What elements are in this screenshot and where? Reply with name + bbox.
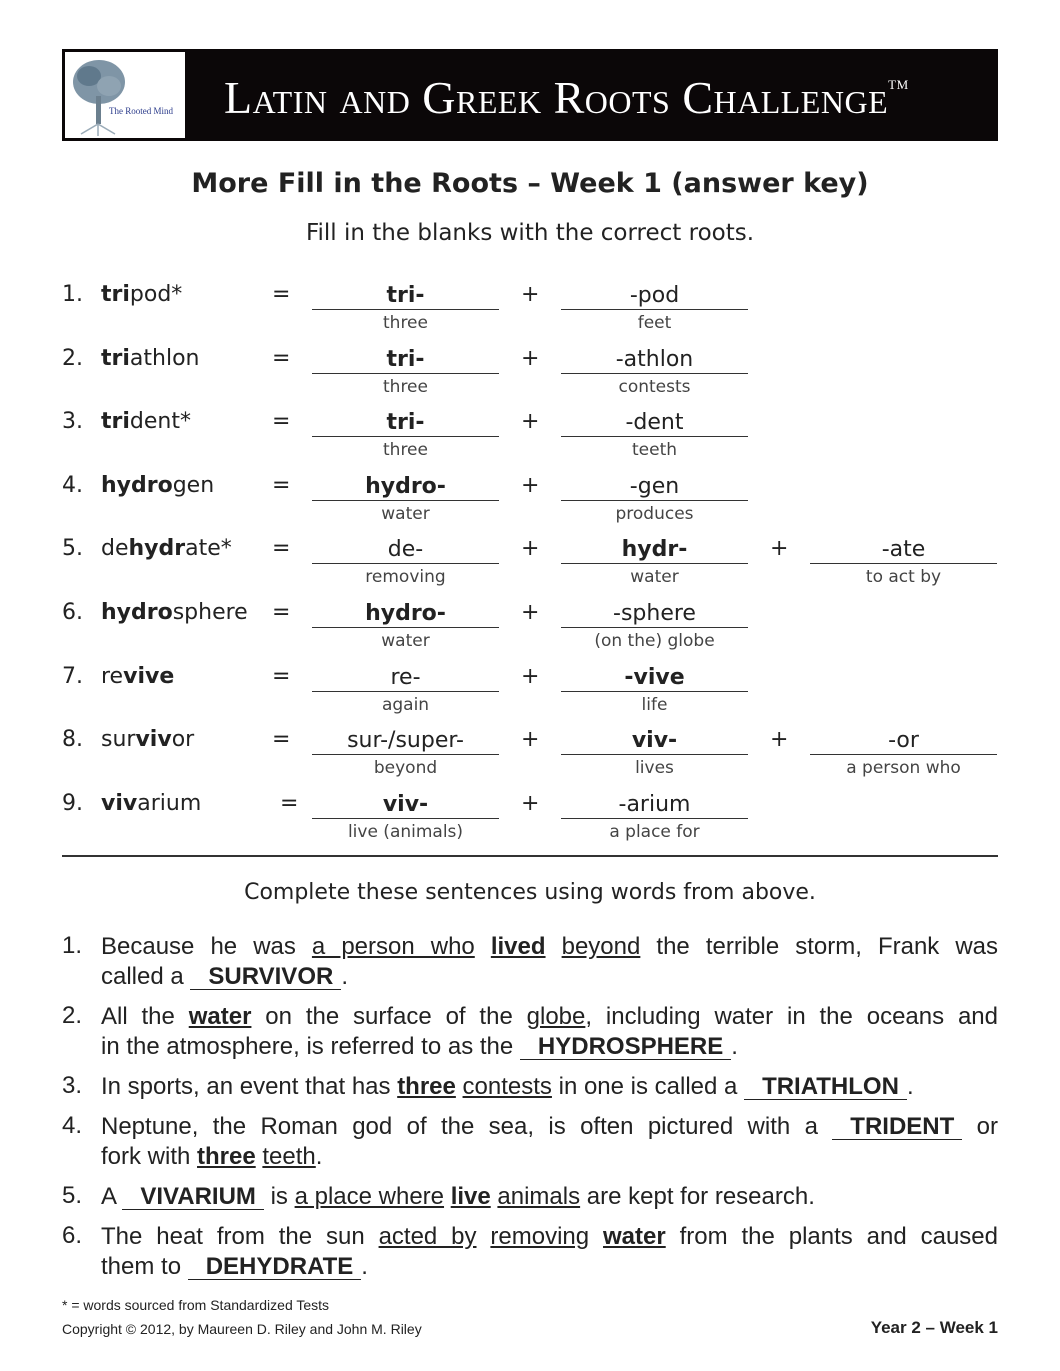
root-answer-blank: hydro- xyxy=(312,600,499,628)
sentence-number: 4. xyxy=(62,1112,83,1139)
footnote: * = words sourced from Standardized Tests xyxy=(62,1297,330,1313)
root-answer-blank: -ate xyxy=(810,536,997,564)
rooted-mind-logo xyxy=(65,52,185,138)
sentence-text: them to xyxy=(101,1253,188,1280)
root-meaning: lives xyxy=(635,758,674,779)
sentence-instructions: Complete these sentences using words from above. xyxy=(244,880,816,905)
plus-sign: + xyxy=(521,600,540,625)
clue-word: three xyxy=(197,1143,256,1170)
logo-text: The Rooted Mind xyxy=(109,106,173,116)
root-meaning: to act by xyxy=(865,567,942,588)
sentence-line xyxy=(101,962,998,992)
plus-sign: + xyxy=(521,472,540,498)
sentence-text: fork with xyxy=(101,1143,198,1170)
banner-title-text: Latin and Greek Roots Challenge xyxy=(224,72,889,123)
root-answer-blank: -vive xyxy=(561,664,748,692)
clue-word: live xyxy=(450,1183,491,1210)
root-meaning: three xyxy=(383,440,428,461)
word-segment: tri xyxy=(101,282,130,307)
row-number: 7. xyxy=(62,663,83,689)
word-segment: re xyxy=(101,663,124,689)
sentence-item xyxy=(62,932,998,992)
sentence-text: on the surface of the xyxy=(251,1003,527,1030)
sentence-text: . xyxy=(361,1253,368,1280)
plus-sign: + xyxy=(521,663,540,689)
equals-sign: = xyxy=(272,345,291,371)
word-segment: viv xyxy=(135,727,172,753)
root-answer-blank: -arium xyxy=(561,791,748,819)
plus-sign: + xyxy=(521,345,540,371)
clue-word: three xyxy=(397,1073,456,1100)
root-row xyxy=(0,473,1060,533)
sentence-text: from the plants and caused xyxy=(665,1223,998,1250)
word-segment: hydr xyxy=(128,536,186,562)
sentence-line xyxy=(101,1072,998,1102)
plus-sign: + xyxy=(521,282,540,307)
root-meaning: produces xyxy=(615,503,694,524)
root-row xyxy=(0,600,1060,660)
sentence-line xyxy=(101,1182,998,1212)
sentence-text: in the atmosphere, is referred to as the xyxy=(101,1033,520,1060)
root-meaning: live (animals) xyxy=(347,821,464,842)
clue-word: a person who xyxy=(311,933,475,960)
root-answer-blank: -gen xyxy=(561,473,748,501)
word-segment: athlon xyxy=(129,345,200,371)
answer-blank: SURVIVOR xyxy=(190,965,341,990)
root-row xyxy=(0,346,1060,406)
root-meaning: water xyxy=(381,631,430,651)
root-meaning: three xyxy=(383,313,428,333)
equals-sign: = xyxy=(272,600,291,625)
page-title: More Fill in the Roots – Week 1 (answer key) xyxy=(191,168,869,199)
clue-word: water xyxy=(603,1223,666,1250)
sentence-number: 1. xyxy=(62,932,83,959)
sentence-text: . xyxy=(906,1073,914,1100)
root-meaning: removing xyxy=(365,567,446,588)
root-answer-blank: hydr- xyxy=(561,536,748,564)
root-answer-blank: -or xyxy=(810,727,997,755)
equals-sign: = xyxy=(272,472,291,498)
word-segment: tri xyxy=(101,409,130,435)
clue-word: acted by xyxy=(378,1223,477,1250)
row-word xyxy=(101,600,248,625)
root-row xyxy=(0,282,1060,342)
row-word xyxy=(101,282,182,307)
root-meaning: a place for xyxy=(609,821,700,842)
clue-word: lived xyxy=(490,933,546,960)
root-answer-blank: viv- xyxy=(312,791,499,819)
sentence-line xyxy=(101,1002,998,1032)
answer-blank: VIVARIUM xyxy=(122,1185,264,1210)
clue-word: a place where xyxy=(294,1183,445,1210)
sentence-text: in one is called a xyxy=(551,1073,745,1100)
equals-sign: = xyxy=(280,790,299,816)
sentence-text: In sports, an event that has xyxy=(101,1073,398,1100)
root-answer-blank: -dent xyxy=(561,409,748,437)
plus-sign: + xyxy=(521,536,540,562)
root-answer-blank: -pod xyxy=(561,282,748,310)
root-answer-blank: de- xyxy=(312,536,499,564)
answer-blank: DEHYDRATE xyxy=(188,1255,362,1280)
row-number: 2. xyxy=(62,345,83,371)
root-answer-blank: re- xyxy=(312,664,499,692)
root-meaning: again xyxy=(381,694,430,715)
root-row xyxy=(0,791,1060,851)
sentence-list xyxy=(62,932,998,1292)
header-banner xyxy=(62,49,998,141)
sentence-line xyxy=(101,1252,998,1282)
root-meaning: teeth xyxy=(631,440,678,461)
word-segment: gen xyxy=(172,472,215,498)
root-answer-blank: -athlon xyxy=(561,346,748,374)
sentence-text: or xyxy=(962,1113,998,1140)
root-answer-blank: tri- xyxy=(312,409,499,437)
sentence-text: Because he was xyxy=(101,933,312,960)
sentence-line xyxy=(101,1142,998,1172)
clue-word: water xyxy=(188,1003,252,1030)
word-segment: or xyxy=(171,727,195,753)
root-answer-blank: tri- xyxy=(312,282,499,310)
row-word xyxy=(101,791,201,816)
root-meaning: a person who xyxy=(846,758,961,779)
banner-title xyxy=(224,71,909,124)
equals-sign: = xyxy=(272,536,291,562)
sentence-text: Neptune, the Roman god of the sea, is often pictured with a xyxy=(101,1113,833,1140)
sentence-text: The heat from the sun xyxy=(101,1223,379,1250)
row-number: 9. xyxy=(62,790,83,816)
row-number: 1. xyxy=(62,282,83,307)
word-segment: dent* xyxy=(129,409,191,435)
row-word xyxy=(101,664,174,689)
row-word xyxy=(101,409,191,434)
sentence-text: A xyxy=(101,1183,123,1210)
sentence-text: All the xyxy=(101,1003,189,1030)
equals-sign: = xyxy=(272,409,291,435)
plus-sign: + xyxy=(521,409,540,435)
clue-word: beyond xyxy=(561,933,641,960)
plus-sign: + xyxy=(770,727,789,753)
divider xyxy=(62,855,998,857)
root-answer-blank: tri- xyxy=(312,346,499,374)
sentence-number: 6. xyxy=(62,1222,83,1249)
word-segment: sphere xyxy=(172,600,248,625)
answer-blank: TRIATHLON xyxy=(744,1075,907,1100)
sentence-text: is xyxy=(263,1183,295,1210)
equals-sign: = xyxy=(272,727,291,753)
row-word xyxy=(101,473,214,498)
sentence-line xyxy=(101,1222,998,1252)
sentence-text: called a xyxy=(101,963,191,990)
sentence-item xyxy=(62,1112,998,1172)
plus-sign: + xyxy=(770,536,789,562)
answer-blank: TRIDENT xyxy=(832,1115,962,1140)
sentence-number: 2. xyxy=(62,1002,83,1029)
tree-icon xyxy=(69,56,129,136)
root-meaning: beyond xyxy=(373,758,438,779)
root-meaning: water xyxy=(381,503,430,524)
clue-word: contests xyxy=(462,1073,552,1100)
sentence-number: 5. xyxy=(62,1182,83,1209)
sentence-text: the terrible storm, Frank was xyxy=(640,933,999,960)
sentence-line xyxy=(101,932,998,962)
row-word xyxy=(101,346,200,371)
root-meaning: three xyxy=(383,376,428,397)
root-meaning: life xyxy=(641,694,668,715)
root-answer-blank: -sphere xyxy=(561,600,748,628)
row-number: 6. xyxy=(62,600,83,625)
equals-sign: = xyxy=(272,663,291,689)
sentence-text: . xyxy=(315,1143,323,1170)
clue-word: animals xyxy=(497,1183,581,1210)
sentence-item xyxy=(62,1182,998,1212)
sentence-number: 3. xyxy=(62,1072,83,1099)
sentence-text: . xyxy=(731,1033,738,1060)
word-segment: hydro xyxy=(101,600,173,625)
row-word xyxy=(101,727,194,752)
clue-word: globe xyxy=(526,1003,586,1030)
sentence-text xyxy=(546,933,562,960)
row-word xyxy=(101,536,232,561)
root-row xyxy=(0,664,1060,724)
word-segment: hydro xyxy=(101,472,173,498)
word-segment: ate* xyxy=(185,536,232,562)
word-segment: pod* xyxy=(129,282,183,307)
week-label: Year 2 – Week 1 xyxy=(870,1318,998,1337)
clue-word: removing xyxy=(490,1223,590,1250)
root-answer-blank: hydro- xyxy=(312,473,499,501)
root-meaning: water xyxy=(630,567,679,588)
plus-sign: + xyxy=(521,790,540,816)
equals-sign: = xyxy=(272,282,291,307)
sentence-item xyxy=(62,1072,998,1102)
sentence-text xyxy=(589,1223,603,1250)
row-number: 4. xyxy=(62,472,83,498)
sentence-text xyxy=(475,933,491,960)
plus-sign: + xyxy=(521,727,540,753)
sentence-item xyxy=(62,1222,998,1282)
word-segment: arium xyxy=(137,790,202,816)
sentence-text: are kept for research. xyxy=(580,1183,815,1210)
word-segment: vive xyxy=(123,663,175,689)
root-answer-blank: sur-/super- xyxy=(312,727,499,755)
sentence-text: , including water in the oceans and xyxy=(585,1003,999,1030)
row-number: 8. xyxy=(62,727,83,753)
root-answer-blank: viv- xyxy=(561,727,748,755)
sentence-line xyxy=(101,1032,998,1062)
row-number: 5. xyxy=(62,536,83,562)
row-number: 3. xyxy=(62,409,83,435)
root-meaning: feet xyxy=(637,313,672,333)
word-segment: sur xyxy=(101,727,136,753)
clue-word: teeth xyxy=(262,1143,316,1170)
sentence-text xyxy=(477,1223,491,1250)
word-segment: tri xyxy=(101,345,130,371)
sentence-item xyxy=(62,1002,998,1062)
page-subtitle: Fill in the blanks with the correct roots. xyxy=(305,220,755,246)
sentence-line xyxy=(101,1112,998,1142)
root-row xyxy=(0,409,1060,469)
root-row xyxy=(0,536,1060,596)
root-meaning: contests xyxy=(618,376,691,397)
word-segment: viv xyxy=(101,790,138,816)
copyright: Copyright © 2012, by Maureen D. Riley and John M. Riley xyxy=(62,1321,422,1337)
sentence-text: . xyxy=(341,963,348,990)
sentence-text xyxy=(444,1183,451,1210)
word-segment: de xyxy=(101,536,129,562)
answer-blank: HYDROSPHERE xyxy=(520,1035,731,1060)
root-meaning: (on the) globe xyxy=(594,631,715,651)
trademark: TM xyxy=(888,77,909,92)
sentence-text xyxy=(456,1073,463,1100)
root-row xyxy=(0,727,1060,787)
